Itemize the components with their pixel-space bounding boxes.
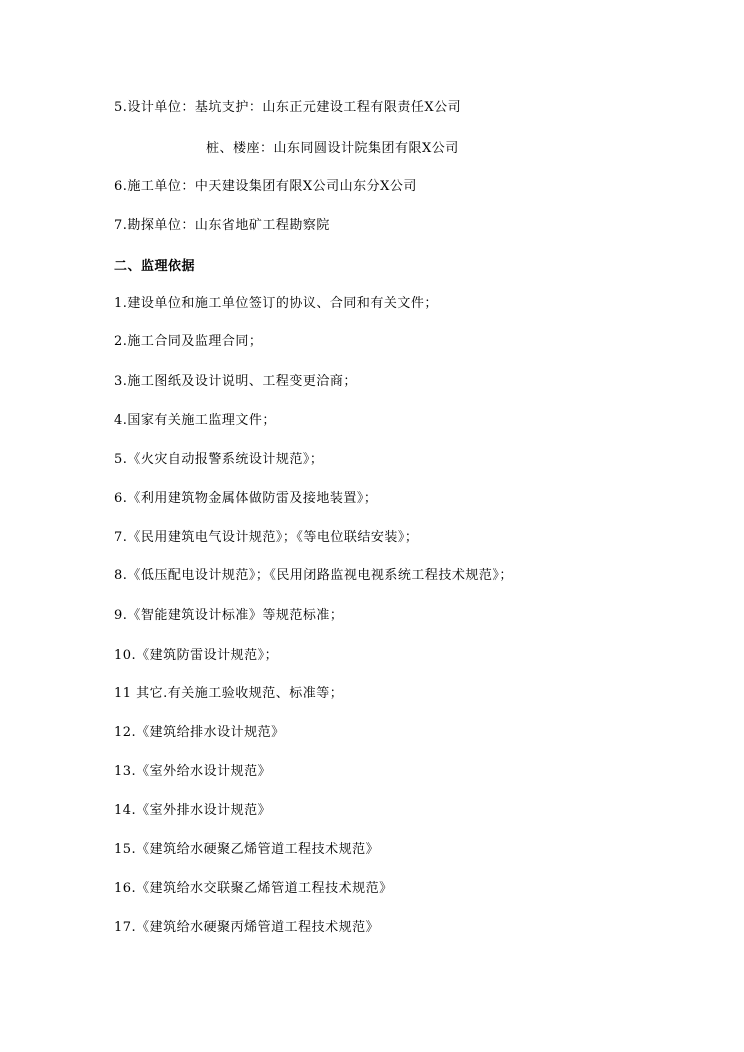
list-item: 3.施工图纸及设计说明、工程变更洽商； bbox=[114, 374, 357, 389]
list-item: 12.《建筑给排水设计规范》 bbox=[114, 725, 285, 740]
list-item: 2.施工合同及监理合同； bbox=[114, 334, 263, 349]
list-item: 16.《建筑给水交联聚乙烯管道工程技术规范》 bbox=[114, 881, 393, 896]
list-item: 17.《建筑给水硬聚丙烯管道工程技术规范》 bbox=[114, 920, 380, 935]
construction-unit-line: 6.施工单位：中天建设集团有限X公司山东分X公司 bbox=[114, 179, 417, 194]
survey-unit-line: 7.勘探单位：山东省地矿工程勘察院 bbox=[114, 218, 330, 233]
design-unit-sub-line: 桩、楼座：山东同圆设计院集团有限X公司 bbox=[206, 141, 459, 156]
list-item: 8.《低压配电设计规范》；《民用闭路监视电视系统工程技术规范》； bbox=[114, 568, 513, 583]
list-item: 6.《利用建筑物金属体做防雷及接地装置》； bbox=[114, 491, 378, 506]
section-heading-supervision-basis: 二、监理依据 bbox=[114, 259, 196, 274]
list-item: 4.国家有关施工监理文件； bbox=[114, 413, 276, 428]
list-item: 7.《民用建筑电气设计规范》；《等电位联结安装》； bbox=[114, 530, 419, 545]
list-item: 10.《建筑防雷设计规范》； bbox=[114, 648, 279, 663]
design-unit-line: 5.设计单位：基坑支护：山东正元建设工程有限责任X公司 bbox=[114, 100, 462, 115]
list-item: 1.建设单位和施工单位签订的协议、合同和有关文件； bbox=[114, 296, 438, 311]
list-item: 14.《室外排水设计规范》 bbox=[114, 803, 272, 818]
list-item: 11 其它.有关施工验收规范、标准等； bbox=[114, 686, 344, 701]
list-item: 9.《智能建筑设计标准》等规范标准； bbox=[114, 608, 344, 623]
list-item: 13.《室外给水设计规范》 bbox=[114, 764, 272, 779]
list-item: 5.《火灾自动报警系统设计规范》； bbox=[114, 452, 324, 467]
list-item: 15.《建筑给水硬聚乙烯管道工程技术规范》 bbox=[114, 842, 380, 857]
